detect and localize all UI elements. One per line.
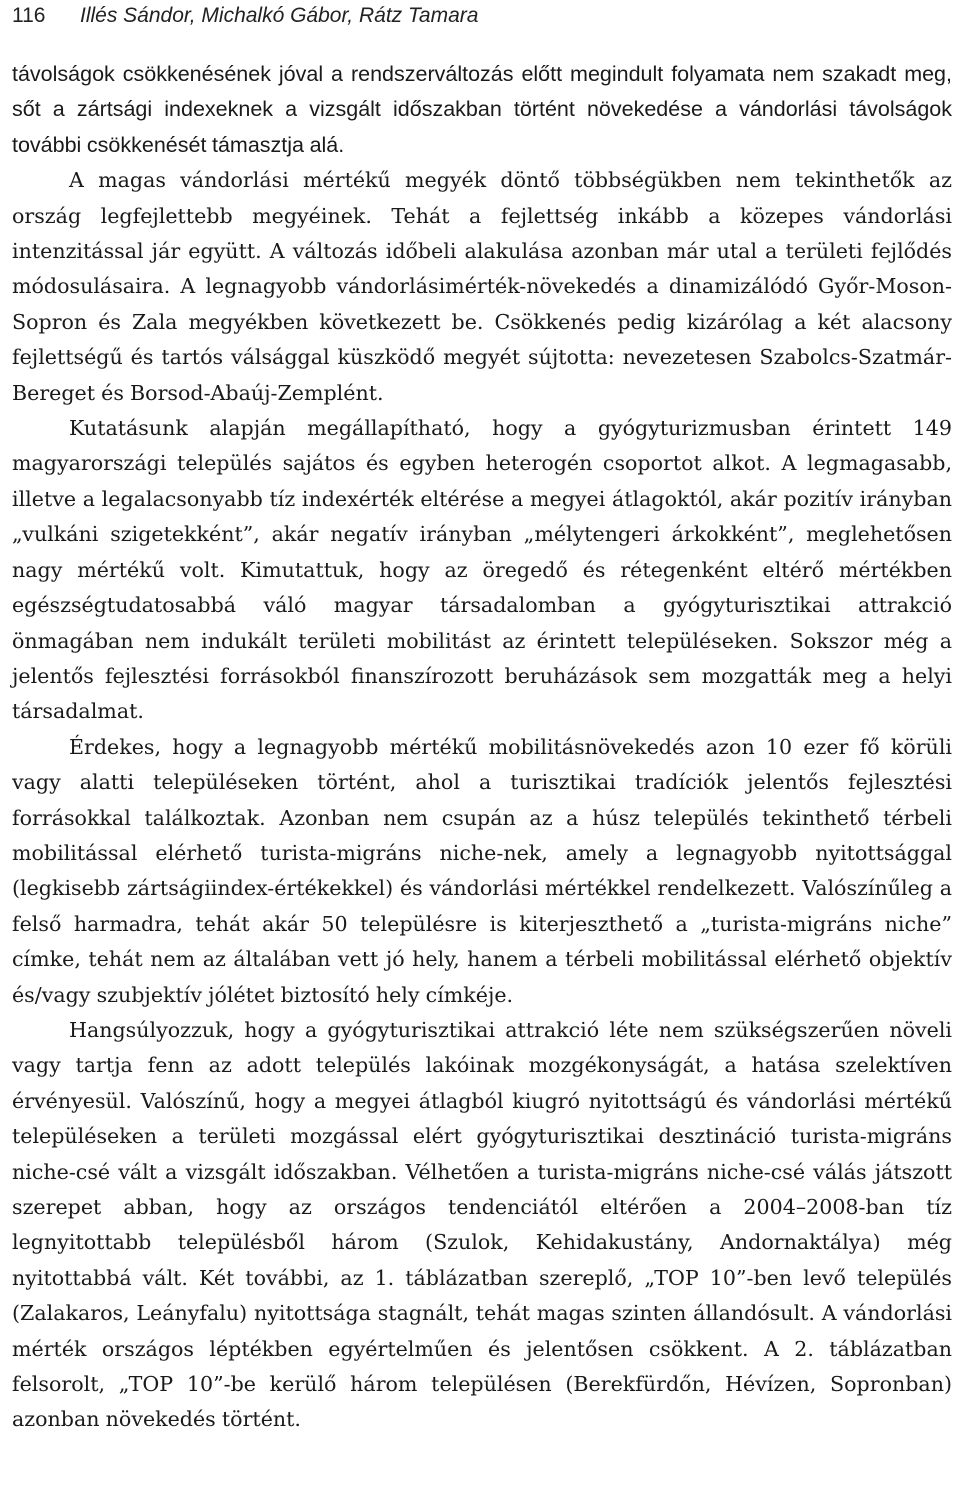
body-text xyxy=(12,57,952,1438)
document-page xyxy=(12,0,952,1438)
paragraph: A magas vándorlási mértékű megyék döntő többségükben nem tekinthetők az ország legfejlettebb megyéinek. Tehát a fejlettség inkább a közepes vándorlási intenzitással jár együtt. A változás időbeli alakulása azonban már utal a területi fejlődés módosulásaira. A legnagyobb vándorlásimérték-növekedés a dinamizálódó Győr-Moson-Sopron és Zala megyékben következett be. Csökkenés pedig kizárólag a két alacsony fejlettségű és tartós válsággal küszködő megyét sújtotta: nevezetesen Szabolcs-Szatmár-Bereget és Borsod-Abaúj-Zemplént. xyxy=(12,168,952,405)
running-head-authors: Illés Sándor, Michalkó Gábor, Rátz Tamara xyxy=(80,4,479,27)
running-head xyxy=(12,4,952,34)
paragraph: Érdekes, hogy a legnagyobb mértékű mobilitásnövekedés azon 10 ezer fő körüli vagy alatti településeken történt, ahol a turisztikai tradíciók jelentős fejlesztési forrásokkal találkoztak. Azonban nem csupán az a húsz település tekinthető térbeli mobilitással elérhető turista-migráns niche-nek, amely a legnagyobb nyitottsággal (legkisebb zártságiindex-értékekkel) és vándorlási mértékkel rendelkezett. Valószínűleg a felső harmadra, tehát akár 50 településre is kiterjeszthető a „turista-migráns niche” címke, tehát nem az általában vett jó hely, hanem a térbeli mobilitással elérhető objektív és/vagy szubjektív jólétet biztosító hely címkéje. xyxy=(12,734,952,1007)
page-number: 116 xyxy=(12,4,46,27)
paragraph: Kutatásunk alapján megállapítható, hogy a gyógyturizmusban érintett 149 magyarországi település sajátos és egyben heterogén csoportot alkot. A legmagasabb, illetve a legalacsonyabb tíz indexérték eltérése a megyei átlagoktól, akár pozitív irányban „vulkáni szigetekként”, akár negatív irányban „mélytengeri árkokként”, meglehetősen nagy mértékű volt. Kimutattuk, hogy az öregedő és rétegenként eltérő mértékben egészségtudatosabbá váló magyar társadalomban a gyógyturisztikai attrakció önmagában nem indukált területi mobilitást az érintett településeken. Sokszor még a jelentős fejlesztési forrásokból finanszírozott beruházások sem mozgatták meg a helyi társadalmat. xyxy=(12,416,952,724)
paragraph: Hangsúlyozzuk, hogy a gyógyturisztikai attrakció léte nem szükségszerűen növeli vagy tartja fenn az adott település lakóinak mozgékonyságát, a hatása szelektíven érvényesül. Valószínű, hogy a megyei átlagból kiugró nyitottságú és vándorlási mértékű településeken a területi mozgással elért gyógyturisztikai desztináció turista-migráns niche-csé vált a vizsgált időszakban. Vélhetően a turista-migráns niche-csé válás játszott szerepet abban, hogy az országos tendenciától eltérően a 2004–2008-ban tíz legnyitottabb településből három (Szulok, Kehidakustány, Andornaktálya) még nyitottabbá vált. Két további, az 1. táblázatban szereplő, „TOP 10”-ben levő település (Zalakaros, Leányfalu) nyitottsága stagnált, tehát magas szinten állandósult. A vándorlási mérték országos léptékben egyértelműen és jelentősen csökkent. A 2. táblázatban felsorolt, „TOP 10”-be kerülő három településen (Berekfürdőn, Hévízen, Sopronban) azonban növekedés történt. xyxy=(12,1017,952,1432)
paragraph-continued: távolságok csökkenésének jóval a rendszerváltozás előtt megindult folyamata nem szakadt meg, sőt a zártsági indexeknek a vizsgált időszakban történt növekedése a vándorlási távolságok további csökkenését támasztja alá. xyxy=(12,62,952,157)
